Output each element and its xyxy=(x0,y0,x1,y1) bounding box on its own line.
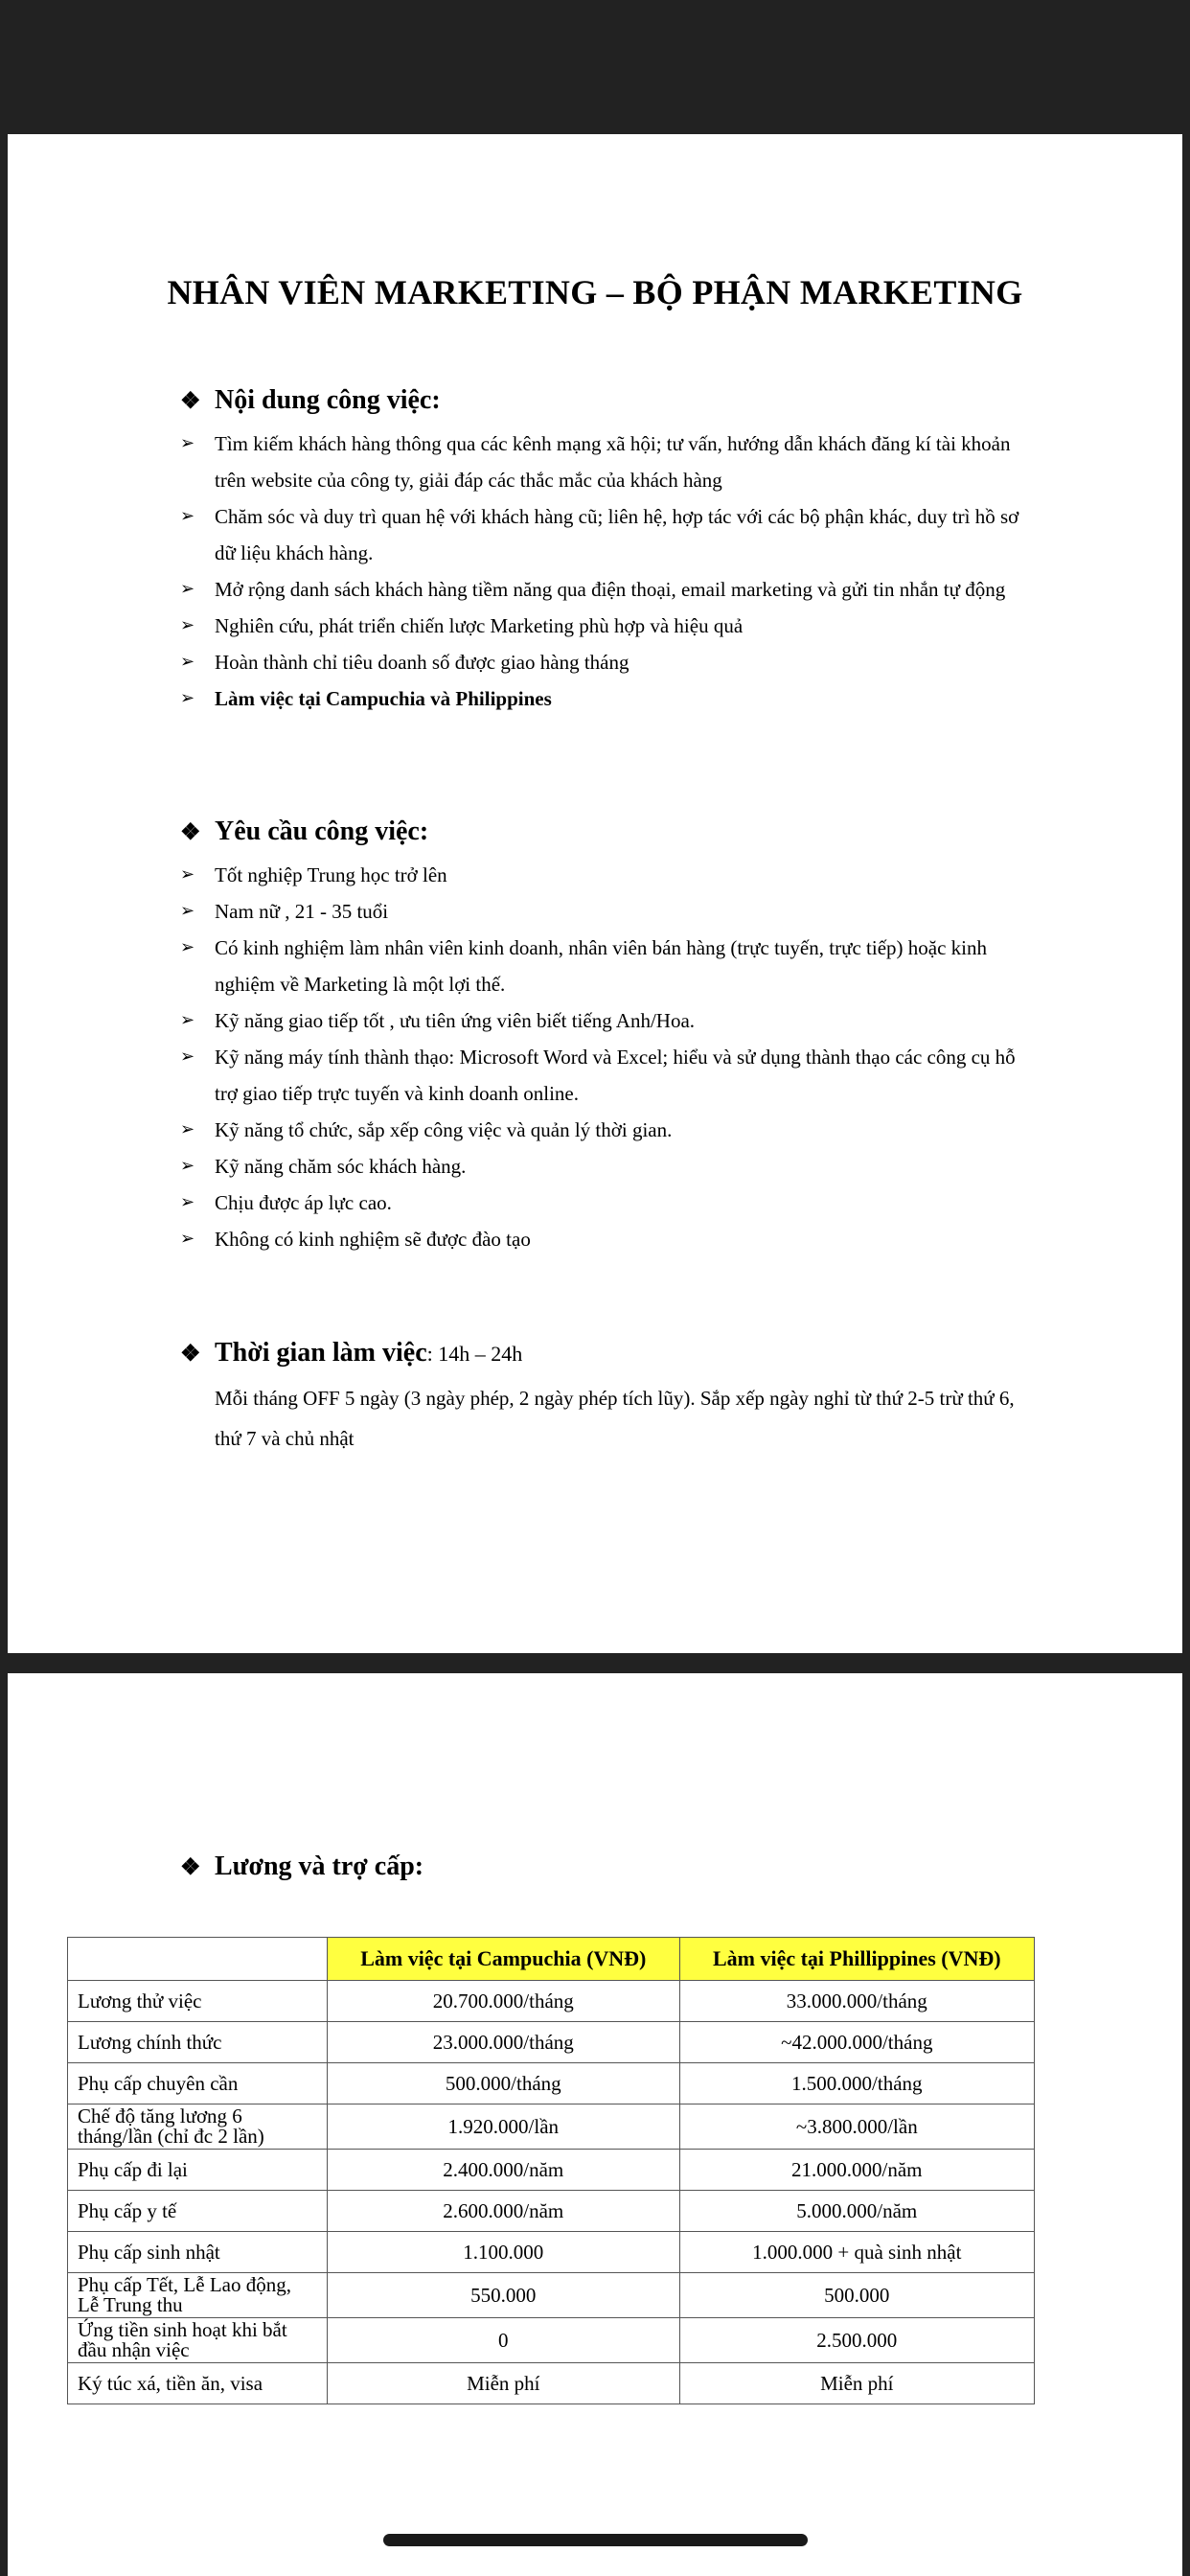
table-cell: Chế độ tăng lương 6 tháng/lần (chỉ đc 2 lần) xyxy=(68,2104,328,2150)
requirements-section xyxy=(180,816,1042,1257)
working-time-heading: Thời gian làm việc xyxy=(215,1338,427,1368)
diamond-bullet-icon: ❖ xyxy=(180,1855,201,1880)
list-item: ➢ Hoàn thành chỉ tiêu doanh số được giao hàng tháng xyxy=(180,644,1042,680)
job-content-heading: Nội dung công việc: xyxy=(215,385,441,415)
arrow-bullet-icon: ➢ xyxy=(180,1156,195,1176)
arrow-bullet-icon: ➢ xyxy=(180,1192,195,1212)
arrow-bullet-icon: ➢ xyxy=(180,433,195,453)
table-cell: 500.000/tháng xyxy=(328,2063,680,2104)
table-row xyxy=(68,2191,1035,2232)
arrow-bullet-icon: ➢ xyxy=(180,652,195,672)
arrow-bullet-icon: ➢ xyxy=(180,688,195,708)
list-item: ➢ Mở rộng danh sách khách hàng tiềm năng qua điện thoại, email marketing và gửi tin nhắn tự động xyxy=(180,571,1042,608)
table-cell: 1.920.000/lần xyxy=(328,2104,680,2150)
table-cell: Ứng tiền sinh hoạt khi bắt đầu nhận việc xyxy=(68,2318,328,2363)
table-cell: 1.100.000 xyxy=(328,2232,680,2273)
table-cell: 1.000.000 + quà sinh nhật xyxy=(679,2232,1034,2273)
salary-heading: Lương và trợ cấp: xyxy=(215,1852,424,1881)
table-row xyxy=(68,1981,1035,2022)
working-time-section xyxy=(180,1338,1042,1459)
table-header-row xyxy=(68,1938,1035,1981)
table-row xyxy=(68,2104,1035,2150)
arrow-bullet-icon: ➢ xyxy=(180,579,195,599)
page-title: NHÂN VIÊN MARKETING – BỘ PHẬN MARKETING xyxy=(167,273,1023,311)
list-item: ➢ Kỹ năng chăm sóc khách hàng. xyxy=(180,1148,1042,1184)
table-cell: Phụ cấp chuyên cần xyxy=(68,2063,328,2104)
requirements-list xyxy=(180,857,1042,1257)
working-hours: : 14h – 24h xyxy=(426,1342,523,1366)
diamond-bullet-icon: ❖ xyxy=(180,820,201,845)
table-cell: 23.000.000/tháng xyxy=(328,2022,680,2063)
table-cell: Ký túc xá, tiền ăn, visa xyxy=(68,2363,328,2404)
list-item: ➢ Có kinh nghiệm làm nhân viên kinh doanh, nhân viên bán hàng (trực tuyến, trực tiếp) hoặc kinh nghiệm về Marketing là một lợi thế. xyxy=(180,930,1042,1002)
table-cell: 2.600.000/năm xyxy=(328,2191,680,2232)
arrow-bullet-icon: ➢ xyxy=(180,615,195,635)
diamond-bullet-icon: ❖ xyxy=(180,389,201,414)
table-cell: Lương chính thức xyxy=(68,2022,328,2063)
list-item: ➢ Không có kinh nghiệm sẽ được đào tạo xyxy=(180,1221,1042,1257)
arrow-bullet-icon: ➢ xyxy=(180,937,195,957)
table-cell: ~3.800.000/lần xyxy=(679,2104,1034,2150)
table-header-cell: Làm việc tại Campuchia (VNĐ) xyxy=(328,1938,680,1981)
list-item: ➢ Chăm sóc và duy trì quan hệ với khách hàng cũ; liên hệ, hợp tác với các bộ phận khác, duy trì hồ sơ dữ liệu khách hàng. xyxy=(180,498,1042,571)
table-cell: Phụ cấp đi lại xyxy=(68,2150,328,2191)
document-page-2 xyxy=(8,1673,1182,2576)
job-content-list xyxy=(180,426,1042,717)
arrow-bullet-icon: ➢ xyxy=(180,864,195,885)
table-cell: 550.000 xyxy=(328,2273,680,2318)
arrow-bullet-icon: ➢ xyxy=(180,1010,195,1030)
salary-table xyxy=(67,1937,1035,2404)
requirements-heading: Yêu cầu công việc: xyxy=(215,816,429,846)
table-cell: 0 xyxy=(328,2318,680,2363)
table-row xyxy=(68,2063,1035,2104)
table-row xyxy=(68,2150,1035,2191)
home-indicator[interactable] xyxy=(383,2534,808,2546)
list-item: ➢ Kỹ năng máy tính thành thạo: Microsoft Word và Excel; hiểu và sử dụng thành thạo các công cụ hỗ trợ giao tiếp trực tuyến và kinh doanh online. xyxy=(180,1039,1042,1112)
table-row xyxy=(68,2232,1035,2273)
table-cell: ~42.000.000/tháng xyxy=(679,2022,1034,2063)
table-cell: 5.000.000/năm xyxy=(679,2191,1034,2232)
arrow-bullet-icon: ➢ xyxy=(180,1046,195,1067)
table-cell: 2.500.000 xyxy=(679,2318,1034,2363)
table-cell: Phụ cấp Tết, Lễ Lao động, Lễ Trung thu xyxy=(68,2273,328,2318)
list-item: ➢ Nghiên cứu, phát triển chiến lược Marketing phù hợp và hiệu quả xyxy=(180,608,1042,644)
table-cell: Phụ cấp sinh nhật xyxy=(68,2232,328,2273)
table-header-cell: Làm việc tại Phillippines (VNĐ) xyxy=(679,1938,1034,1981)
table-cell: Miễn phí xyxy=(679,2363,1034,2404)
list-item: ➢ Nam nữ , 21 - 35 tuổi xyxy=(180,893,1042,930)
table-row xyxy=(68,2022,1035,2063)
table-cell: 500.000 xyxy=(679,2273,1034,2318)
table-cell: Phụ cấp y tế xyxy=(68,2191,328,2232)
table-cell: 2.400.000/năm xyxy=(328,2150,680,2191)
list-item: ➢ Tốt nghiệp Trung học trở lên xyxy=(180,857,1042,893)
arrow-bullet-icon: ➢ xyxy=(180,1119,195,1139)
list-item: ➢ Chịu được áp lực cao. xyxy=(180,1184,1042,1221)
status-bar-area xyxy=(0,0,1190,134)
arrow-bullet-icon: ➢ xyxy=(180,506,195,526)
arrow-bullet-icon: ➢ xyxy=(180,901,195,921)
list-item: ➢ Kỹ năng giao tiếp tốt , ưu tiên ứng viên biết tiếng Anh/Hoa. xyxy=(180,1002,1042,1039)
table-header-cell xyxy=(68,1938,328,1981)
salary-section xyxy=(180,1852,1042,1892)
table-cell: Miễn phí xyxy=(328,2363,680,2404)
document-page-1 xyxy=(8,134,1182,1653)
table-cell: 1.500.000/tháng xyxy=(679,2063,1034,2104)
job-content-section xyxy=(180,385,1042,717)
table-cell: 21.000.000/năm xyxy=(679,2150,1034,2191)
arrow-bullet-icon: ➢ xyxy=(180,1229,195,1249)
table-cell: 33.000.000/tháng xyxy=(679,1981,1034,2022)
list-item: ➢ Tìm kiếm khách hàng thông qua các kênh mạng xã hội; tư vấn, hướng dẫn khách đăng kí tài khoản trên website của công ty, giải đáp các thắc mắc của khách hàng xyxy=(180,426,1042,498)
table-cell: Lương thử việc xyxy=(68,1981,328,2022)
table-cell: 20.700.000/tháng xyxy=(328,1981,680,2022)
working-time-detail: Mỗi tháng OFF 5 ngày (3 ngày phép, 2 ngày phép tích lũy). Sắp xếp ngày nghỉ từ thứ 2-5 trừ thứ 6, thứ 7 và chủ nhật xyxy=(215,1387,1015,1450)
diamond-bullet-icon: ❖ xyxy=(180,1342,201,1367)
table-row xyxy=(68,2273,1035,2318)
table-row xyxy=(68,2363,1035,2404)
list-item: ➢ Làm việc tại Campuchia và Philippines xyxy=(180,680,1042,717)
table-row xyxy=(68,2318,1035,2363)
list-item: ➢ Kỹ năng tổ chức, sắp xếp công việc và quản lý thời gian. xyxy=(180,1112,1042,1148)
